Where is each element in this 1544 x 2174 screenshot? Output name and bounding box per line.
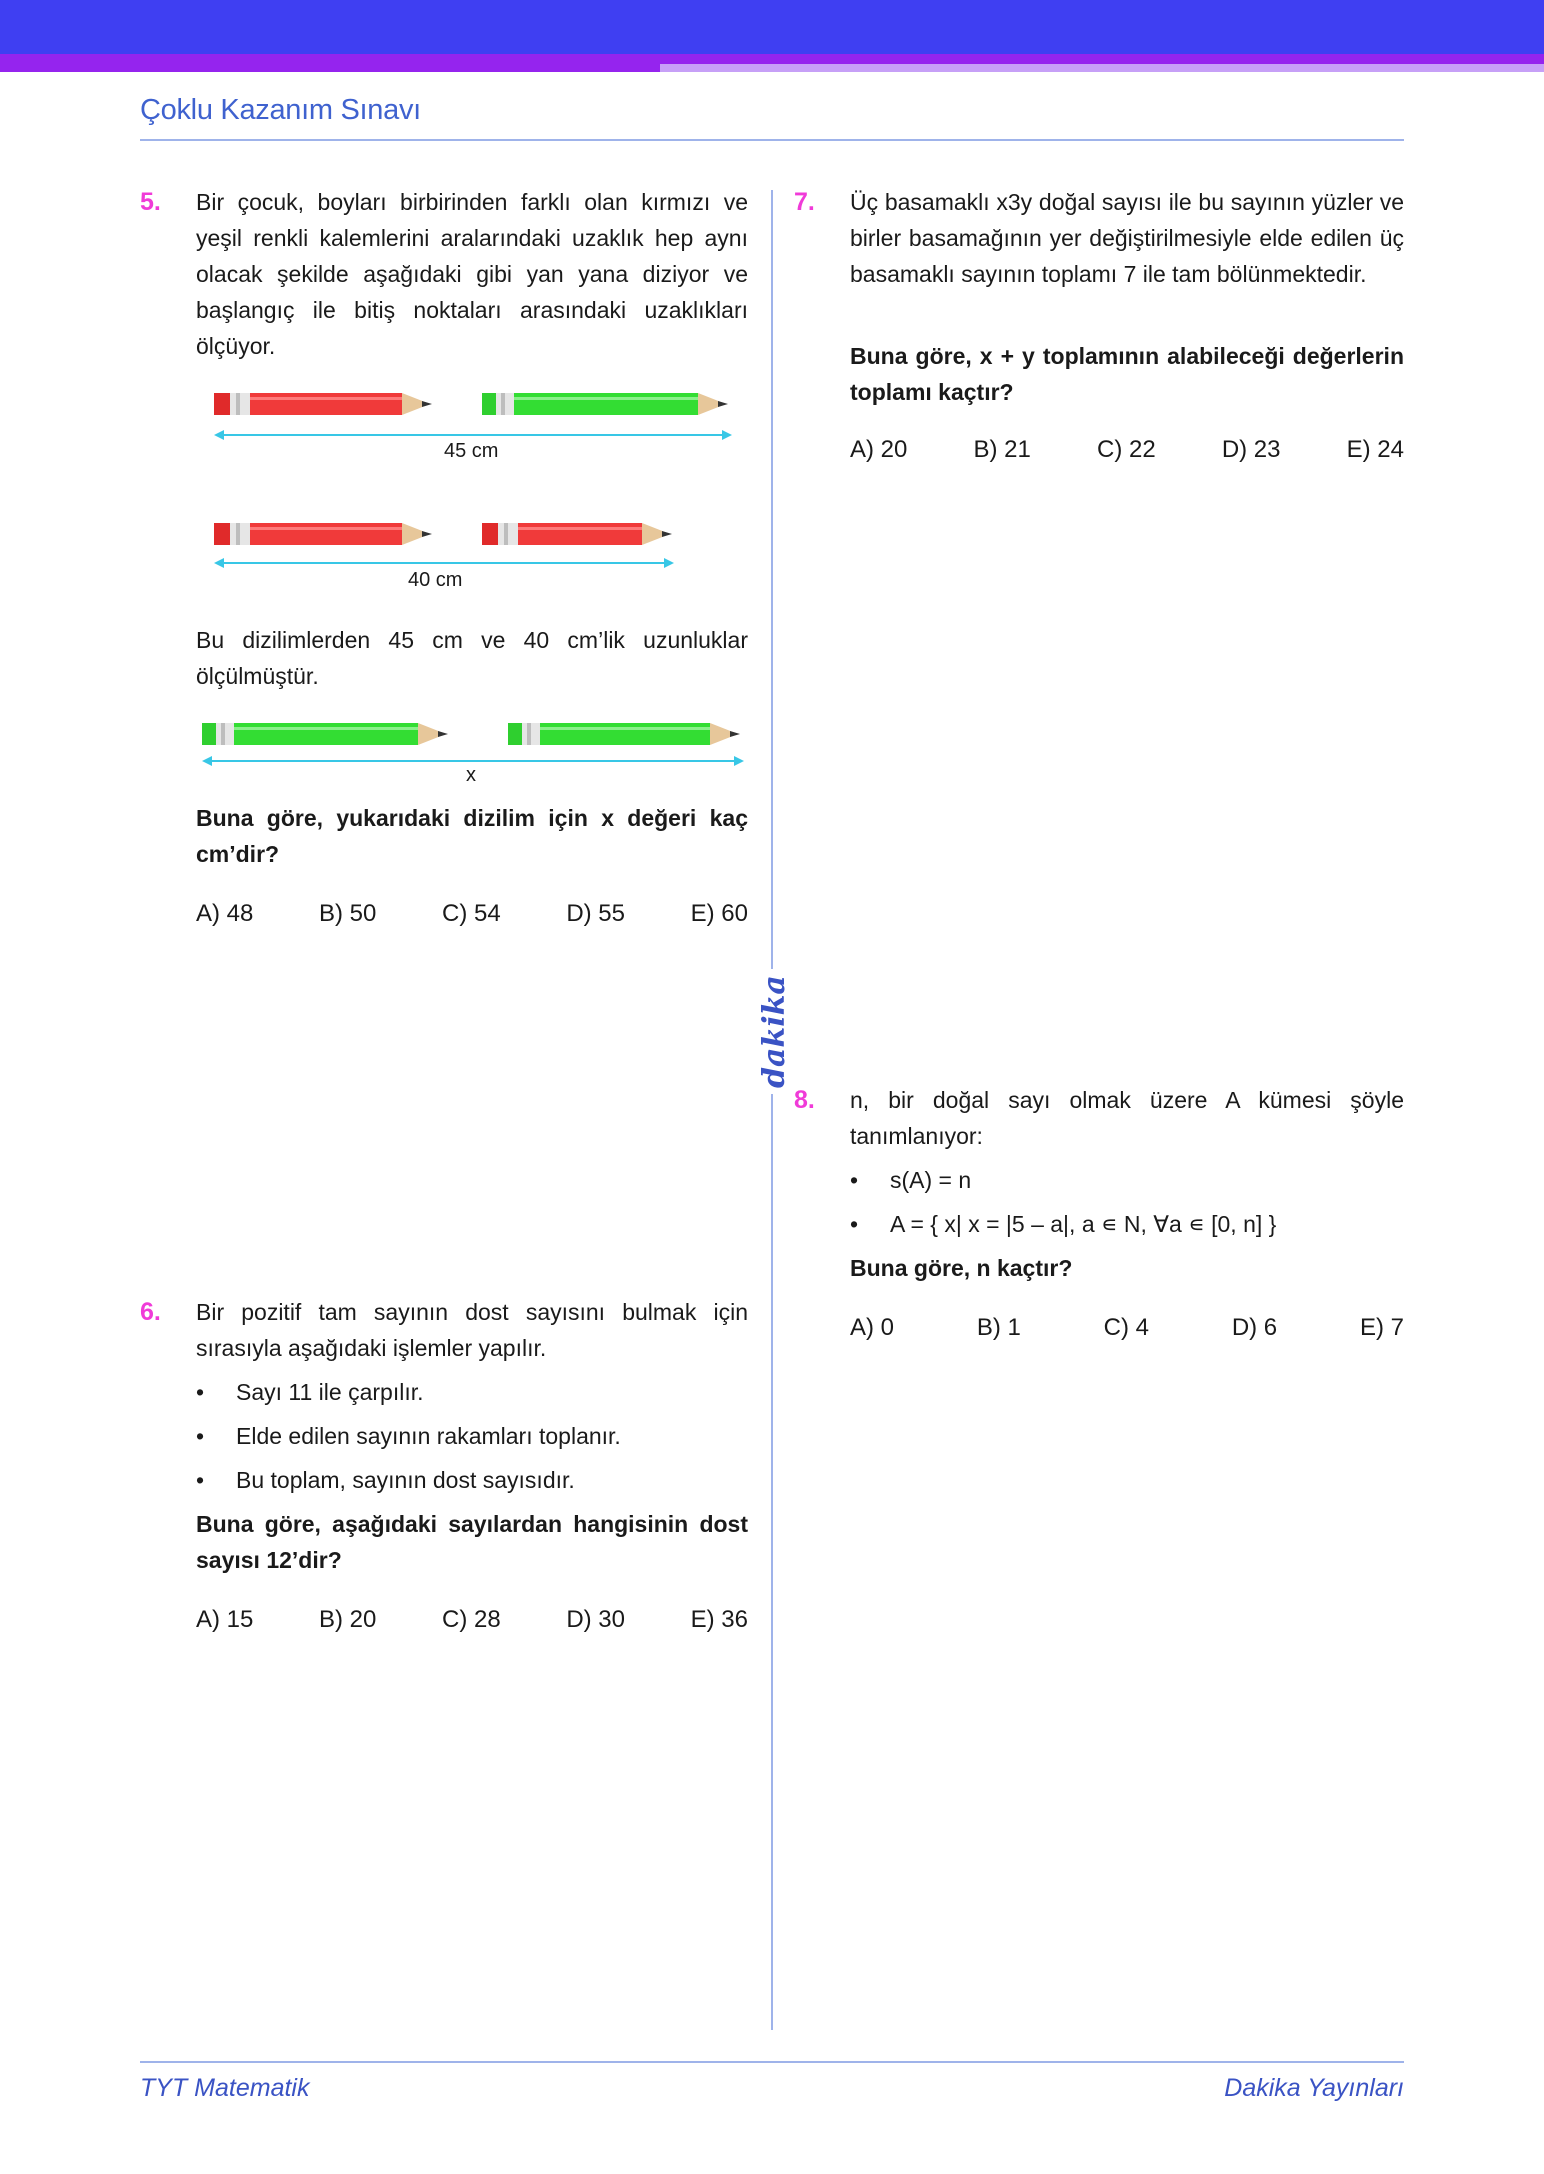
measurement-label-x: x [466,764,476,786]
footer-divider [140,2061,1404,2063]
question-6-bullet: • Bu toplam, sayının dost sayısıdır. [196,1467,575,1493]
question-7-stem: Üç basamaklı x3y doğal sayısı ile bu sayının yüzler ve birler basamağının yer değiştirilmesiyle elde edilen üç basamaklı sayının toplamı 7 ile tam bölünmektedir. [850,189,1404,287]
header-divider [140,139,1404,141]
question-6-stem: Bir pozitif tam sayının dost sayısını bulmak için sırasıyla aşağıdaki işlemler yapılır. [196,1299,748,1361]
question-8-bullet: • A = { x| x = |5 – a|, a ∊ N, ∀a ∊ [0, n] } [850,1211,1277,1237]
measurement-label-45: 45 cm [444,440,499,462]
option-c[interactable]: C) 22 [1097,436,1156,463]
option-c[interactable]: C) 54 [442,900,501,927]
footer-subject: TYT Matematik [140,2074,310,2102]
option-e[interactable]: E) 24 [1346,436,1404,463]
question-6-prompt: Buna göre, aşağıdaki sayılardan hangisinin dost sayısı 12’dir? [196,1511,748,1573]
option-b[interactable]: B) 20 [319,1606,377,1633]
option-e[interactable]: E) 60 [690,900,748,927]
green-pencil [482,393,728,415]
red-pencil [482,523,672,545]
option-e[interactable]: E) 36 [690,1606,748,1633]
question-8-options [850,1314,1404,1342]
green-pencil [202,723,448,745]
option-a[interactable]: A) 0 [850,1314,895,1341]
red-pencil [214,523,432,545]
option-e[interactable]: E) 7 [1359,1314,1404,1341]
column-divider [771,190,773,2030]
question-8-number: 8. [794,1086,815,1114]
red-pencil [214,393,432,415]
page-title: Çoklu Kazanım Sınavı [140,94,421,126]
side-brand-label: dakika [757,969,792,1094]
option-b[interactable]: B) 1 [976,1314,1021,1341]
question-6-bullet: • Sayı 11 ile çarpılır. [196,1379,424,1405]
question-5-stem: Bir çocuk, boyları birbirinden farklı olan kırmızı ve yeşil renkli kalemlerini aralarındaki uzaklık hep aynı olacak şekilde aşağıdaki gibi yan yana diziyor ve başlangıç ile bitiş noktaları arasındaki uzaklıkları ölçüyor. [196,189,748,359]
top-banner-stripe [0,54,1544,72]
question-5-options [196,900,748,928]
question-8-stem: n, bir doğal sayı olmak üzere A kümesi şöyle tanımlanıyor: [850,1087,1404,1149]
question-8-prompt: Buna göre, n kaçtır? [850,1255,1073,1281]
footer-publisher: Dakika Yayınları [1224,2074,1404,2102]
question-5-middle-text: Bu dizilimlerden 45 cm ve 40 cm’lik uzunluklar ölçülmüştür. [196,627,748,689]
option-a[interactable]: A) 48 [196,900,254,927]
option-a[interactable]: A) 20 [850,436,908,463]
option-a[interactable]: A) 15 [196,1606,254,1633]
question-7-options [850,436,1404,464]
question-6-number: 6. [140,1298,161,1326]
question-5-prompt: Buna göre, yukarıdaki dizilim için x değeri kaç cm’dir? [196,805,748,867]
option-d[interactable]: D) 23 [1221,436,1281,463]
option-c[interactable]: C) 28 [442,1606,501,1633]
green-pencil [508,723,740,745]
question-7-number: 7. [794,188,815,216]
question-6-options [196,1606,748,1634]
question-7-prompt: Buna göre, x + y toplamının alabileceği değerlerin toplamı kaçtır? [850,343,1404,405]
option-c[interactable]: C) 4 [1103,1314,1149,1341]
option-d[interactable]: D) 55 [566,900,625,927]
question-5-number: 5. [140,188,161,216]
option-b[interactable]: B) 50 [319,900,377,927]
measurement-label-40: 40 cm [408,569,463,591]
top-banner [0,0,1544,54]
option-b[interactable]: B) 21 [973,436,1031,463]
option-d[interactable]: D) 6 [1231,1314,1278,1341]
measurement-arrow [214,558,674,568]
question-8-bullet: • s(A) = n [850,1167,972,1193]
question-6-bullet: • Elde edilen sayının rakamları toplanır. [196,1423,621,1449]
measurement-arrow [214,430,732,440]
option-d[interactable]: D) 30 [566,1606,625,1633]
